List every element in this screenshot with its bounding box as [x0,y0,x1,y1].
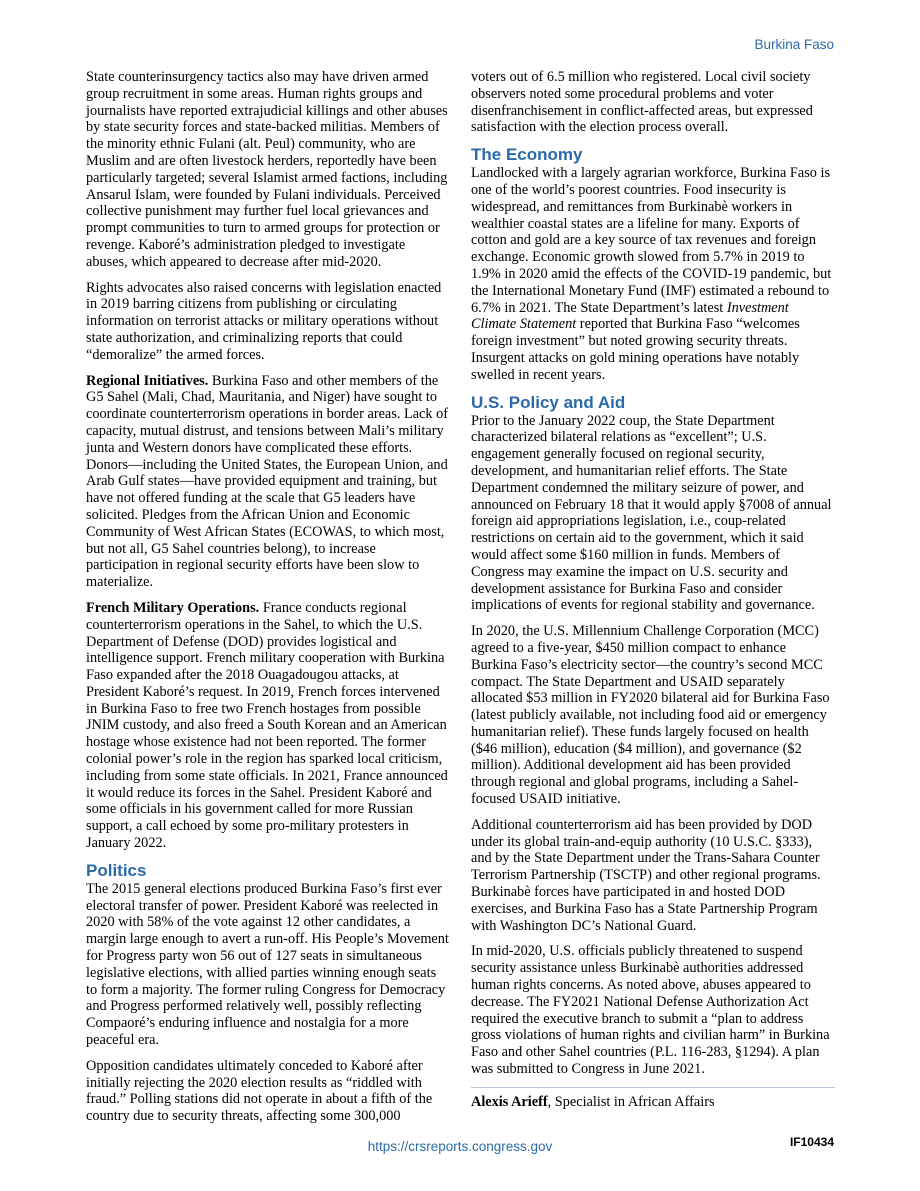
paragraph-mcc-aid: In 2020, the U.S. Millennium Challenge Corporation (MCC) agreed to a five-year, $450 million compact to enhance Burkina Faso’s electricity sector—the country’s second MCC compact. The State Department and USAID separately allocated $53 million in FY2020 bilateral aid for Burkina Faso (latest publicly available, not including food aid or emergency humanitarian relief). These funds largely focused on health ($46 million), education ($4 million), and governance ($2 million). Additional development aid has been provided through regional and global programs, including a Sahel-focused USAID initiative. [471,623,830,808]
paragraph-french-operations [86,600,449,852]
section-heading-economy: The Economy [471,145,583,165]
running-header-title: Burkina Faso [754,37,834,52]
run-in-heading-french: French Military Operations. [86,599,260,616]
paragraph-counterinsurgency: State counterinsurgency tactics also may have driven armed group recruitment in some areas. Human rights groups and journalists have reported extrajudicial killings and other abuses by state security forces and state-backed militias. Members of the minority ethnic Fulani (alt. Peul) community, who are Muslim and are often livestock herders, reportedly have been particularly targeted; several Islamist armed factions, including Ansarul Islam, were founded by Fulani individuals. Perceived collective punishment may further fuel local grievances and prompt communities to turn to armed groups for protection or revenge. Kaboré’s administration pledged to investigate abuses, which appeared to decrease after mid-2020. [86,69,448,270]
document-id: IF10434 [789,1135,834,1149]
paragraph-text: Burkina Faso and other members of the G5 Sahel (Mali, Chad, Mauritania, and Niger) have sought to coordinate counterterrorism operations in border areas. Lack of capacity, mutual distrust, and tensions between Mali’s military junta and Western donors have complicated these efforts. Donors—including the United States, the European Union, and Arab Gulf states—have provided equipment and training, but have not offered funding at the scale that G5 leaders have solicited. Pledges from the African Union and Economic Community of West African States (ECOWAS, to which most, but not all, G5 Sahel countries belong), to increase participation in regional security efforts have been slow to materialize. [86,372,449,591]
paragraph-counterterrorism-aid: Additional counterterrorism aid has been provided by DOD under its global train-and-equip authority (10 U.S.C. §333), and by the State Department under the Trans-Sahara Counter Terrorism Partnership (TSCTP) and other regional programs. Burkinabè forces have participated in and hosted DOD exercises, and Burkina Faso has a State Partnership Program with Washington DC’s National Guard. [471,816,821,934]
run-in-heading-regional: Regional Initiatives. [86,372,209,389]
paragraph-text: Landlocked with a largely agrarian workforce, Burkina Faso is one of the world’s poorest countries. Food insecurity is widespread, and remittances from Burkinabè workers in wealthier coastal states are a lifeline for many. Exports of cotton and gold are a key source of tax revenues and foreign exchange. Economic growth slowed from 5.7% in 2019 to 1.9% in 2020 amid the effects of the COVID-19 pandemic, but the International Monetary Fund (IMF) estimated a rebound to 6.7% in 2021. The State Department’s latest [471,165,832,316]
left-column [86,69,449,1134]
publication-title: Investment Climate Statement [471,299,789,333]
author-title: , Specialist in African Affairs [547,1093,715,1110]
paragraph-opposition: Opposition candidates ultimately conceded to Kaboré after initially rejecting the 2020 election results as “riddled with fraud.” Polling stations did not operate in about a fifth of the country due to security threats, affecting some 300,000 [86,1057,433,1125]
paragraph-text: reported that Burkina Faso “welcomes foreign investment” but noted growing security threats. Insurgent attacks on gold mining operations have notably swelled in recent years. [471,316,800,383]
author-line [471,1087,835,1111]
paragraph-voters: voters out of 6.5 million who registered. Local civil society observers noted some procedural problems and voter disenfranchisement in conflict-affected areas, but expressed satisfaction with the election process overall. [471,69,813,136]
section-heading-politics: Politics [86,860,147,880]
author-name: Alexis Arieff [471,1093,548,1110]
footer-url-link[interactable]: https://crsreports.congress.gov [367,1139,553,1154]
paragraph-rights-legislation: Rights advocates also raised concerns with legislation enacted in 2019 barring citizens from publishing or circulating information on terrorist attacks or military operations without state authorization, and criminalizing reports that could “demoralize” the armed forces. [86,279,442,363]
paragraph-regional-initiatives [86,373,449,591]
paragraph-elections: The 2015 general elections produced Burkina Faso’s first ever electoral transfer of power. President Kaboré was reelected in 2020 with 58% of the vote against 12 other candidates, a margin large enough to avert a run-off. His People’s Movement for Progress party won 56 out of 127 seats in simultaneous legislative elections, with allied parties winning enough seats to form a majority. The former ruling Congress for Democracy and Progress performed relatively well, possibly reflecting Compaoré’s enduring influence and nostalgia for a more peaceful era. [86,880,449,1049]
right-column [471,69,835,1111]
paragraph-human-rights-plan: In mid-2020, U.S. officials publicly threatened to suspend security assistance unless Burkinabè authorities addressed human rights concerns. As noted above, abuses appeared to decrease. The FY2021 National Defense Authorization Act required the executive branch to submit a “plan to address gross violations of human rights and civilian harm” in Burkina Faso and other Sahel countries (P.L. 116-283, §1294). A plan was submitted to Congress in June 2021. [471,943,830,1078]
section-heading-us-policy: U.S. Policy and Aid [471,392,626,412]
paragraph-text: France conducts regional counterterrorism operations in the Sahel, to which the U.S. Department of Defense (DOD) provides logistical and intelligence support. French military cooperation with Burkina Faso expanded after the 2018 Ouagadougou attacks, at President Kaboré’s request. In 2019, French forces intervened in Burkina Faso to free two French hostages from possible JNIM custody, and also freed a South Korean and an American hostage whose existence had not been reported. The former colonial power’s role in the region has sparked local criticism, including from some state officials. In 2021, France announced it would reduce its forces in the Sahel. President Kaboré and some officials in his government called for more Russian support, a call echoed by some pro-military protesters in January 2022. [86,599,448,852]
paragraph-coup-relations: Prior to the January 2022 coup, the State Department characterized bilateral relations as “excellent”; U.S. engagement generally focused on regional security, development, and humanitarian relief efforts. The State Department condemned the military seizure of power, and announced on February 18 that it would apply §7008 of annual foreign aid appropriations legislation, i.e., coup-related restrictions on certain aid to the government, which it said would affect some $160 million in funds. Members of Congress may examine the impact on U.S. security and development assistance for Burkina Faso and consider implications of events for regional stability and governance. [471,412,832,614]
paragraph-economy [471,165,835,383]
